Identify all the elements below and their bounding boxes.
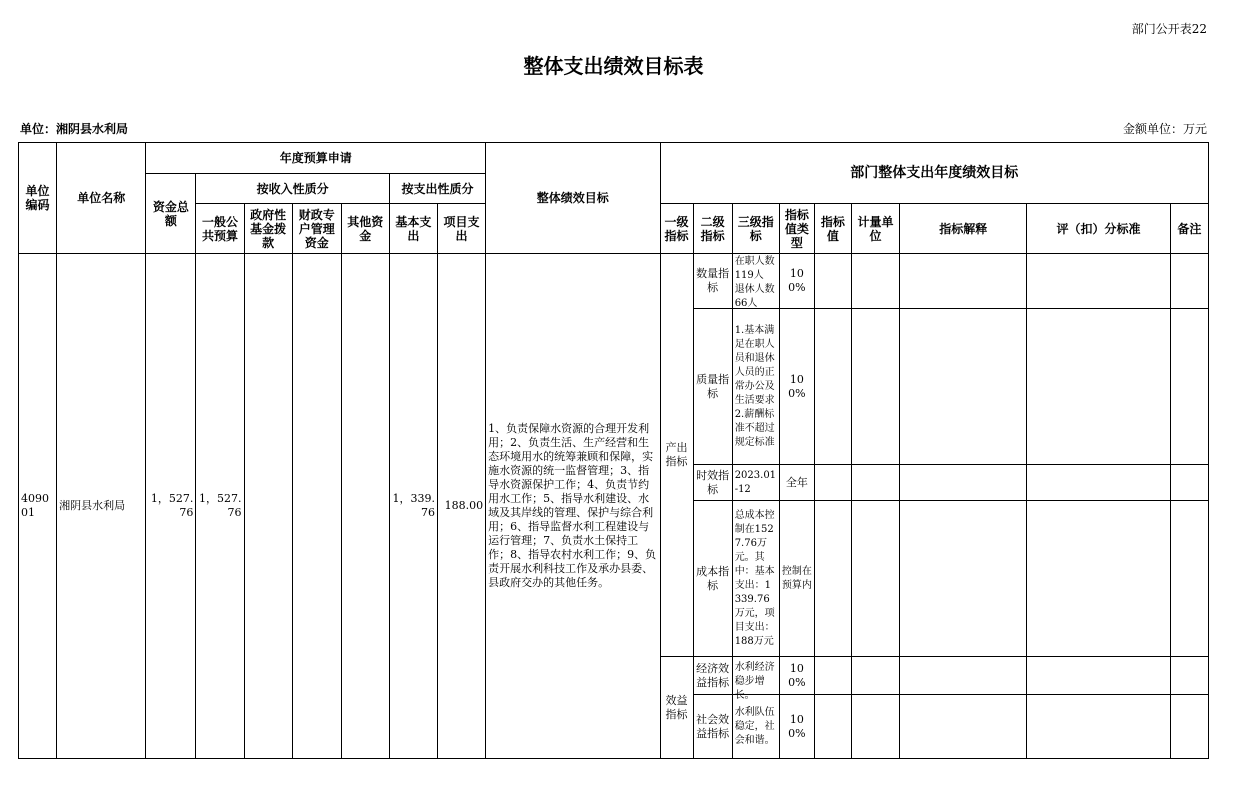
economic-detail <box>732 657 779 701</box>
header-unit-name: 单位名称 <box>57 143 146 254</box>
header-by-expense: 按支出性质分 <box>389 174 485 204</box>
economic-scoring <box>1027 657 1170 695</box>
quality-indicator: 质量指标 <box>693 309 732 465</box>
social-detail: 水利队伍稳定，社会和谐。 <box>732 695 779 759</box>
cost-explanation <box>900 501 1027 657</box>
header-level3: 三级指标 <box>732 204 779 254</box>
social-indicator: 社会效益指标 <box>693 695 732 759</box>
social-unit <box>851 695 899 759</box>
quality-value-type: 100% <box>779 309 814 465</box>
header-explanation: 指标解释 <box>900 204 1027 254</box>
header-scoring: 评（扣）分标准 <box>1027 204 1170 254</box>
cost-value <box>814 501 851 657</box>
economic-detail-text: 水利经济稳步增长。 <box>734 661 775 701</box>
output-indicator: 产出指标 <box>660 254 693 657</box>
cost-indicator: 成本指标 <box>693 501 732 657</box>
economic-unit <box>851 657 899 695</box>
social-explanation <box>900 695 1027 759</box>
form-number: 部门公开表22 <box>1131 22 1207 36</box>
timeliness-detail: 2023.01-12 <box>732 465 779 501</box>
economic-value <box>814 657 851 695</box>
header-unit-measure: 计量单位 <box>851 204 899 254</box>
unit-label: 单位：湘阴县水利局 <box>20 122 129 136</box>
economic-remark <box>1170 657 1208 695</box>
timeliness-value <box>814 465 851 501</box>
currency-label: 金额单位：万元 <box>1122 122 1207 136</box>
economic-indicator: 经济效益指标 <box>693 657 732 695</box>
header-overall-goal: 整体绩效目标 <box>486 143 660 254</box>
quality-remark <box>1170 309 1208 465</box>
unit-name-cell: 湘阴县水利局 <box>57 254 146 759</box>
quantity-detail <box>732 254 779 309</box>
timeliness-indicator: 时效指标 <box>693 465 732 501</box>
quantity-value-type: 100% <box>779 254 814 309</box>
timeliness-remark <box>1170 465 1208 501</box>
quantity-indicator: 数量指标 <box>693 254 732 309</box>
social-value <box>814 695 851 759</box>
quality-value <box>814 309 851 465</box>
performance-table <box>18 142 1209 759</box>
quality-explanation <box>900 309 1027 465</box>
economic-explanation <box>900 657 1027 695</box>
economic-value-type: 100% <box>779 657 814 695</box>
general-budget-cell: 1，527.76 <box>196 254 244 759</box>
header-level1: 一级指标 <box>660 204 693 254</box>
special-fund-cell <box>292 254 341 759</box>
header-by-income: 按收入性质分 <box>196 174 389 204</box>
quality-scoring <box>1027 309 1170 465</box>
social-value-type: 100% <box>779 695 814 759</box>
benefit-indicator: 效益指标 <box>660 657 693 759</box>
cost-detail: 总成本控制在1527.76万元。其中：基本支出：1339.76万元，项目支出：188万元 <box>732 501 779 657</box>
header-value: 指标值 <box>814 204 851 254</box>
cost-value-type: 控制在预算内 <box>779 501 814 657</box>
header-level2: 二级指标 <box>693 204 732 254</box>
header-dept-goal: 部门整体支出年度绩效目标 <box>660 143 1208 204</box>
header-unit-code: 单位编码 <box>19 143 57 254</box>
header-total-funds: 资金总额 <box>146 174 196 254</box>
cost-remark <box>1170 501 1208 657</box>
quantity-remark <box>1170 254 1208 309</box>
header-project-expense: 项目支出 <box>437 204 485 254</box>
social-scoring <box>1027 695 1170 759</box>
quality-detail: 1.基本满足在职人员和退休人员的正常办公及生活要求 2.薪酬标准不超过规定标准 <box>732 309 779 465</box>
quantity-scoring <box>1027 254 1170 309</box>
overall-goal-cell: 1、负责保障水资源的合理开发利用；2、负责生活、生产经营和生态环境用水的统筹兼顾和保障，实施水资源的统一监督管理；3、指导水资源保护工作；4、负责节约用水工作；5、指导水利建设、水域及其岸线的管理、保护与综合利用；6、指导监督水利工程建设与运行管理；7、负责水土保持工作；8、指导农村水利工作；9、负责开展水利科技工作及承办县委、县政府交办的其他任务。 <box>486 254 660 759</box>
timeliness-value-type: 全年 <box>779 465 814 501</box>
quantity-unit <box>851 254 899 309</box>
timeliness-unit <box>851 465 899 501</box>
header-remark: 备注 <box>1170 204 1208 254</box>
quantity-explanation <box>900 254 1027 309</box>
header-gov-fund: 政府性基金拨款 <box>244 204 292 254</box>
other-fund-cell <box>341 254 389 759</box>
timeliness-scoring <box>1027 465 1170 501</box>
basic-expense-cell: 1，339.76 <box>389 254 437 759</box>
header-value-type: 指标值类型 <box>779 204 814 254</box>
social-remark <box>1170 695 1208 759</box>
header-annual-budget: 年度预算申请 <box>146 143 486 174</box>
quality-unit <box>851 309 899 465</box>
cost-unit <box>851 501 899 657</box>
cost-scoring <box>1027 501 1170 657</box>
quantity-value <box>814 254 851 309</box>
header-other-fund: 其他资金 <box>341 204 389 254</box>
timeliness-explanation <box>900 465 1027 501</box>
header-general-budget: 一般公共预算 <box>196 204 244 254</box>
unit-code-cell: 409001 <box>19 254 57 759</box>
page-title: 整体支出绩效目标表 <box>523 54 704 78</box>
header-special-fund: 财政专户管理资金 <box>292 204 341 254</box>
gov-fund-cell <box>244 254 292 759</box>
total-funds-cell: 1，527.76 <box>146 254 196 759</box>
project-expense-cell: 188.00 <box>437 254 485 759</box>
quantity-detail-text: 在职人数119人 退休人数66人 <box>734 256 775 309</box>
header-basic-expense: 基本支出 <box>389 204 437 254</box>
